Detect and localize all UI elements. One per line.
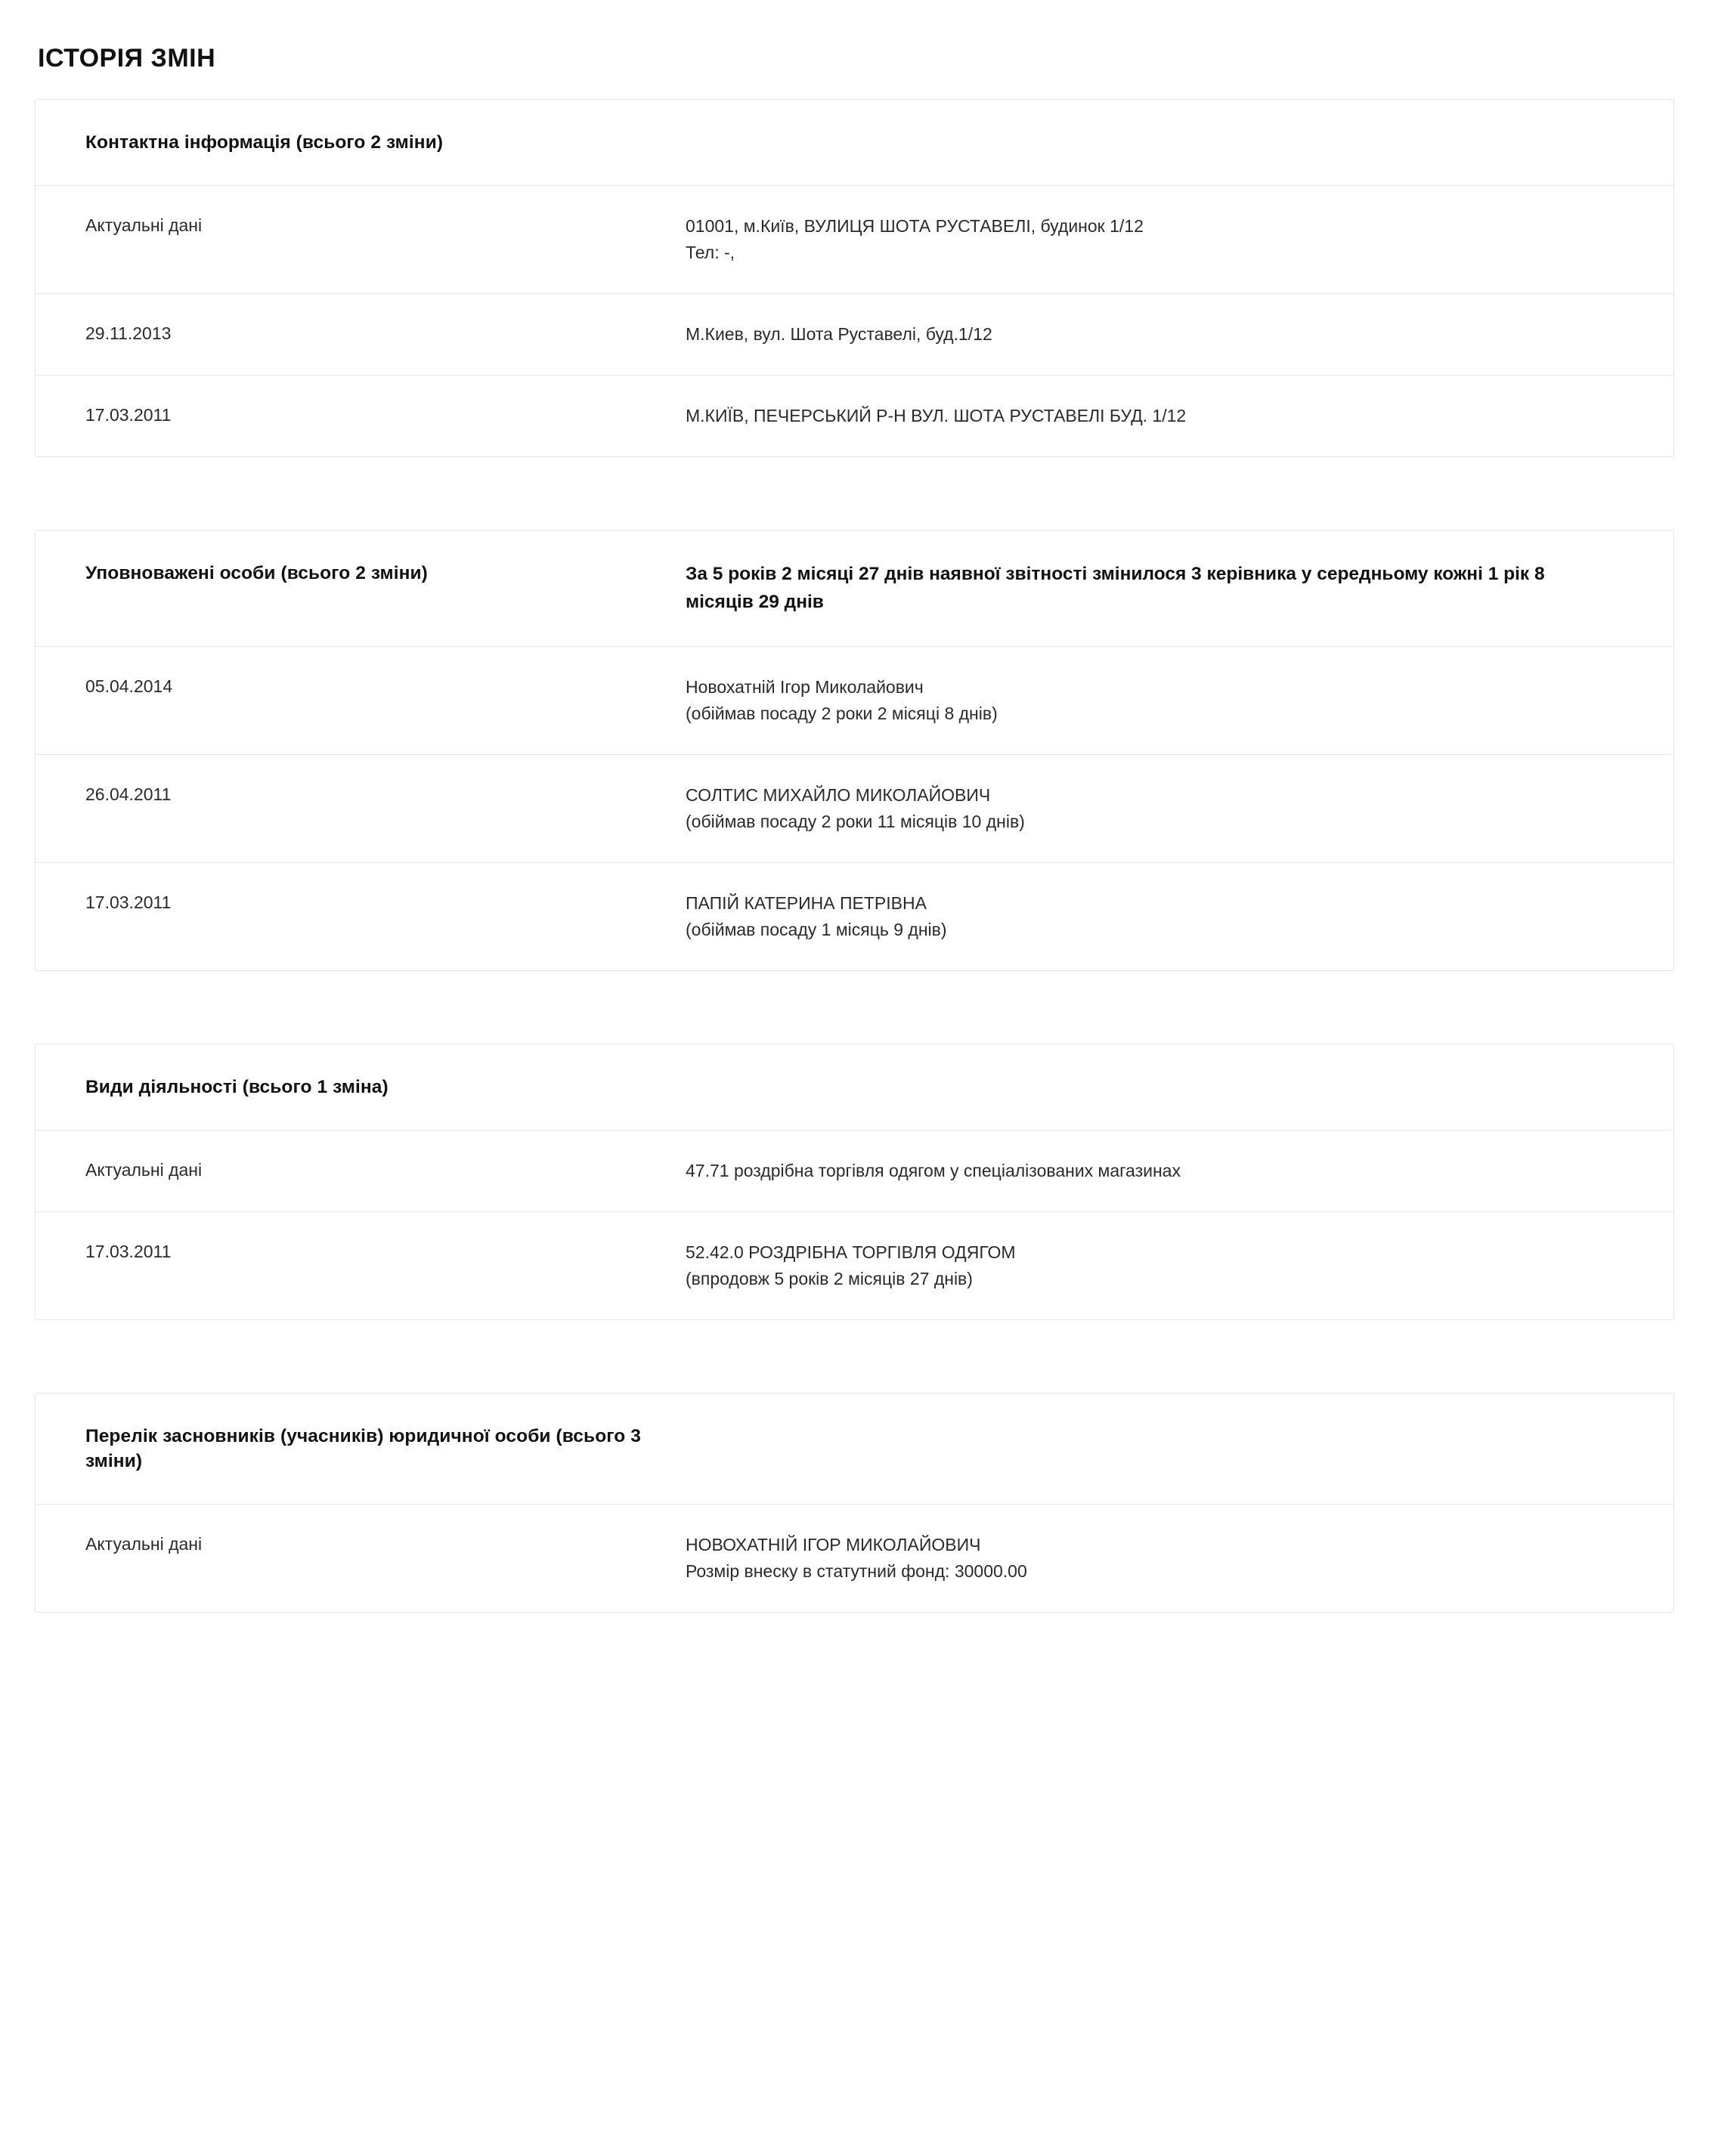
- row-label-cell: [36, 782, 686, 807]
- section-header-left: [36, 561, 686, 586]
- section-contact-information: [35, 99, 1674, 457]
- row-value: СОЛТИС МИХАЙЛО МИКОЛАЙОВИЧ (обіймав посаду 2 роки 11 місяців 10 днів): [686, 785, 1025, 832]
- row-value-cell: [686, 1239, 1673, 1292]
- section-title: Контактна інформація (всього 2 зміни): [85, 132, 444, 153]
- table-row: [36, 863, 1673, 970]
- section-header: [36, 530, 1673, 648]
- row-label-cell: [36, 213, 686, 238]
- table-row: [36, 1505, 1673, 1612]
- row-label: 17.03.2011: [85, 404, 172, 425]
- table-row: [36, 376, 1673, 456]
- table-row: [36, 186, 1673, 294]
- table-row: [36, 1212, 1673, 1319]
- row-value-cell: [686, 213, 1673, 266]
- row-label: Актуальні дані: [85, 1160, 203, 1180]
- section-title: Уповноважені особи (всього 2 зміни): [85, 562, 428, 583]
- row-label-cell: [36, 1158, 686, 1183]
- row-value-cell: [686, 674, 1673, 727]
- row-value-cell: [686, 1158, 1673, 1184]
- row-value: М.Киев, вул. Шота Руставелі, буд.1/12: [686, 323, 992, 344]
- row-label: 26.04.2011: [85, 784, 172, 805]
- section-activity-types: [35, 1044, 1674, 1320]
- row-label-cell: [36, 321, 686, 346]
- row-value-cell: [686, 890, 1673, 943]
- section-founders-list: [35, 1393, 1674, 1613]
- row-label-cell: [36, 403, 686, 428]
- row-label: Актуальні дані: [85, 1534, 203, 1554]
- section-header-right: [686, 561, 1673, 617]
- row-label: 29.11.2013: [85, 323, 172, 343]
- row-label: Актуальні дані: [85, 215, 203, 236]
- row-label: 05.04.2014: [85, 676, 173, 697]
- row-value-cell: [686, 403, 1673, 429]
- row-value: ПАПІЙ КАТЕРИНА ПЕТРІВНА (обіймав посаду 1 місяць 9 днів): [686, 893, 947, 940]
- section-header-left: [36, 130, 686, 155]
- row-value: 01001, м.Київ, ВУЛИЦЯ ШОТА РУСТАВЕЛІ, будинок 1/12 Тел: -,: [686, 216, 1144, 263]
- section-header: [36, 1044, 1673, 1131]
- page-title: ІСТОРІЯ ЗМІН: [38, 44, 216, 73]
- row-value: 47.71 роздрібна торгівля одягом у спеціалізованих магазинах: [686, 1161, 1181, 1181]
- section-header: [36, 1394, 1673, 1505]
- row-value: Новохатній Ігор Миколайович (обіймав посаду 2 роки 2 місяці 8 днів): [686, 677, 998, 724]
- row-label-cell: [36, 1532, 686, 1557]
- section-header-left: [36, 1424, 686, 1474]
- row-value-cell: [686, 782, 1673, 835]
- table-row: [36, 755, 1673, 863]
- row-label-cell: [36, 1239, 686, 1264]
- section-header: [36, 100, 1673, 186]
- row-label: 17.03.2011: [85, 892, 172, 913]
- table-row: [36, 647, 1673, 755]
- section-title: Види діяльності (всього 1 зміна): [85, 1077, 389, 1098]
- row-value-cell: [686, 321, 1673, 348]
- section-header-left: [36, 1075, 686, 1100]
- section-authorized-persons: [35, 530, 1674, 971]
- row-value: 52.42.0 РОЗДРІБНА ТОРГІВЛЯ ОДЯГОМ (впродовж 5 років 2 місяців 27 днів): [686, 1242, 1016, 1289]
- row-label-cell: [36, 890, 686, 915]
- row-label: 17.03.2011: [85, 1242, 172, 1262]
- row-value: М.КИЇВ, ПЕЧЕРСЬКИЙ Р-Н ВУЛ. ШОТА РУСТАВЕЛІ БУД. 1/12: [686, 405, 1187, 425]
- section-title: Перелік засновників (учасників) юридичної особи (всього 3 зміни): [85, 1426, 641, 1472]
- row-value: НОВОХАТНІЙ ІГОР МИКОЛАЙОВИЧ Розмір внеску в статутний фонд: 30000.00: [686, 1535, 1027, 1582]
- table-row: [36, 1131, 1673, 1212]
- row-label-cell: [36, 674, 686, 699]
- row-value-cell: [686, 1532, 1673, 1585]
- table-row: [36, 294, 1673, 376]
- section-summary: За 5 років 2 місяці 27 днів наявної звітності змінилося 3 керівника у середньому кожні 1 рік 8 місяців 29 днів: [686, 563, 1545, 612]
